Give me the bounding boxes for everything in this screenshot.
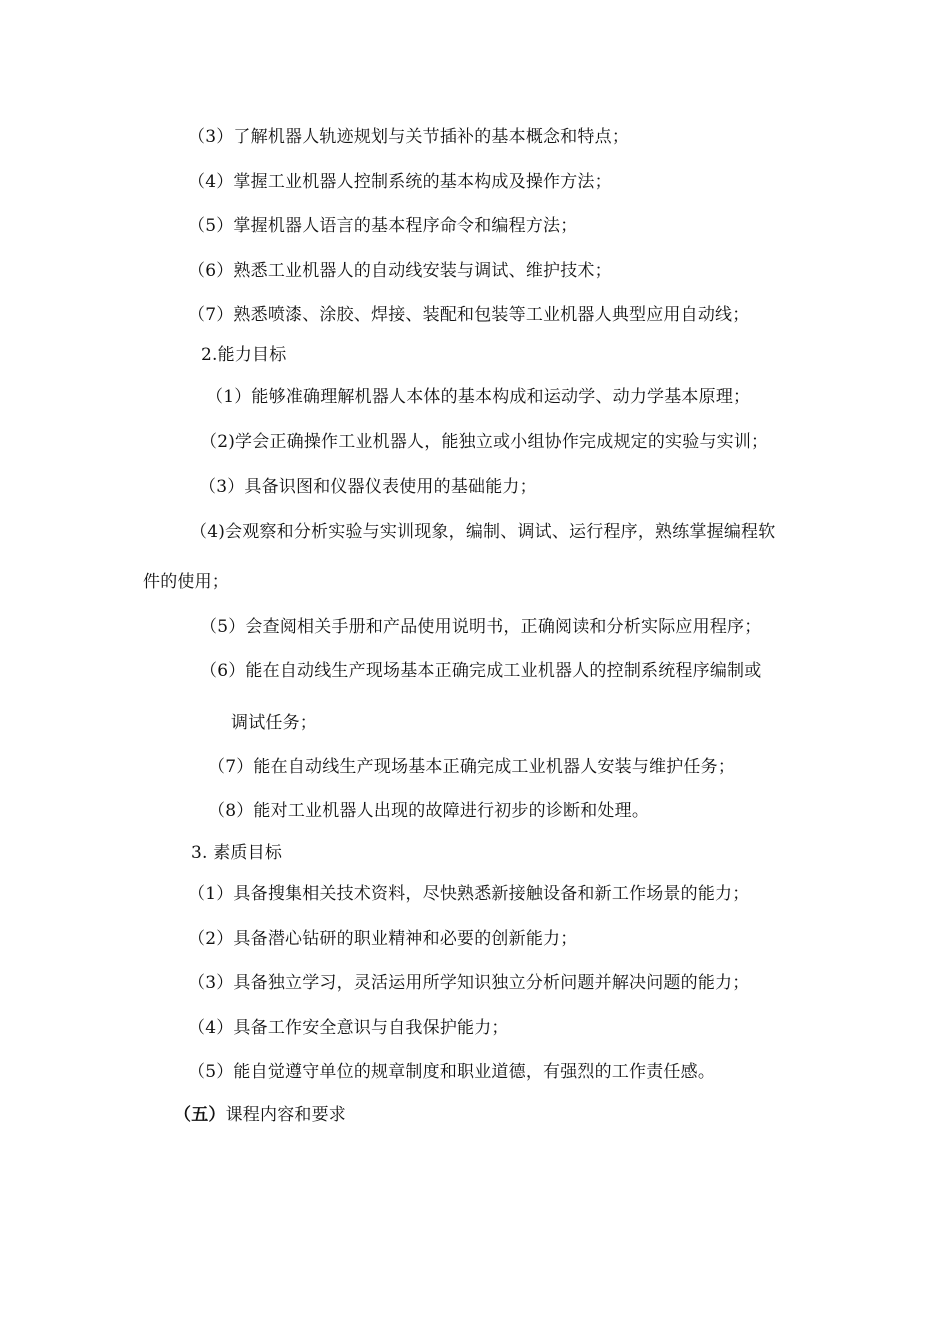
ability-item-4-continued: 件的使用； bbox=[143, 572, 229, 592]
quality-item-4: （4）具备工作安全意识与自我保护能力； bbox=[188, 1018, 509, 1038]
ability-item-1: （1）能够准确理解机器人本体的基本构成和运动学、动力学基本原理； bbox=[206, 387, 751, 407]
knowledge-item-5: （5）掌握机器人语言的基本程序命令和编程方法； bbox=[188, 216, 578, 236]
knowledge-item-4: （4）掌握工业机器人控制系统的基本构成及操作方法； bbox=[188, 172, 612, 192]
ability-item-6-continued: 调试任务； bbox=[231, 713, 317, 733]
ability-item-8: （8）能对工业机器人出现的故障进行初步的诊断和处理。 bbox=[208, 801, 650, 821]
ability-item-2: （2)学会正确操作工业机器人，能独立或小组协作完成规定的实验与实训； bbox=[200, 432, 769, 452]
quality-item-5: （5）能自觉遵守单位的规章制度和职业道德，有强烈的工作责任感。 bbox=[188, 1062, 716, 1082]
ability-item-3: （3）具备识图和仪器仪表使用的基础能力； bbox=[199, 477, 537, 497]
section-heading-text: 课程内容和要求 bbox=[225, 1105, 347, 1125]
ability-item-7: （7）能在自动线生产现场基本正确完成工业机器人安装与维护任务； bbox=[208, 757, 736, 777]
section-heading bbox=[174, 1104, 346, 1126]
ability-item-4: （4)会观察和分析实验与实训现象，编制、调试、运行程序，熟练掌握编程软 bbox=[190, 522, 776, 542]
ability-heading: 2.能力目标 bbox=[201, 345, 287, 365]
knowledge-item-7: （7）熟悉喷漆、涂胶、焊接、装配和包装等工业机器人典型应用自动线； bbox=[188, 305, 750, 325]
knowledge-item-3: （3）了解机器人轨迹规划与关节插补的基本概念和特点； bbox=[188, 127, 630, 147]
quality-heading: 3. 素质目标 bbox=[191, 843, 283, 863]
quality-item-2: （2）具备潜心钻研的职业精神和必要的创新能力； bbox=[188, 929, 578, 949]
ability-item-6: （6）能在自动线生产现场基本正确完成工业机器人的控制系统程序编制或 bbox=[200, 661, 762, 681]
quality-item-3: （3）具备独立学习，灵活运用所学知识独立分析问题并解决问题的能力； bbox=[188, 973, 750, 993]
section-heading-mark: （五） bbox=[174, 1105, 226, 1125]
knowledge-item-6: （6）熟悉工业机器人的自动线安装与调试、维护技术； bbox=[188, 261, 612, 281]
ability-item-5: （5）会查阅相关手册和产品使用说明书，正确阅读和分析实际应用程序； bbox=[200, 617, 762, 637]
quality-item-1: （1）具备搜集相关技术资料，尽快熟悉新接触设备和新工作场景的能力； bbox=[188, 884, 750, 904]
